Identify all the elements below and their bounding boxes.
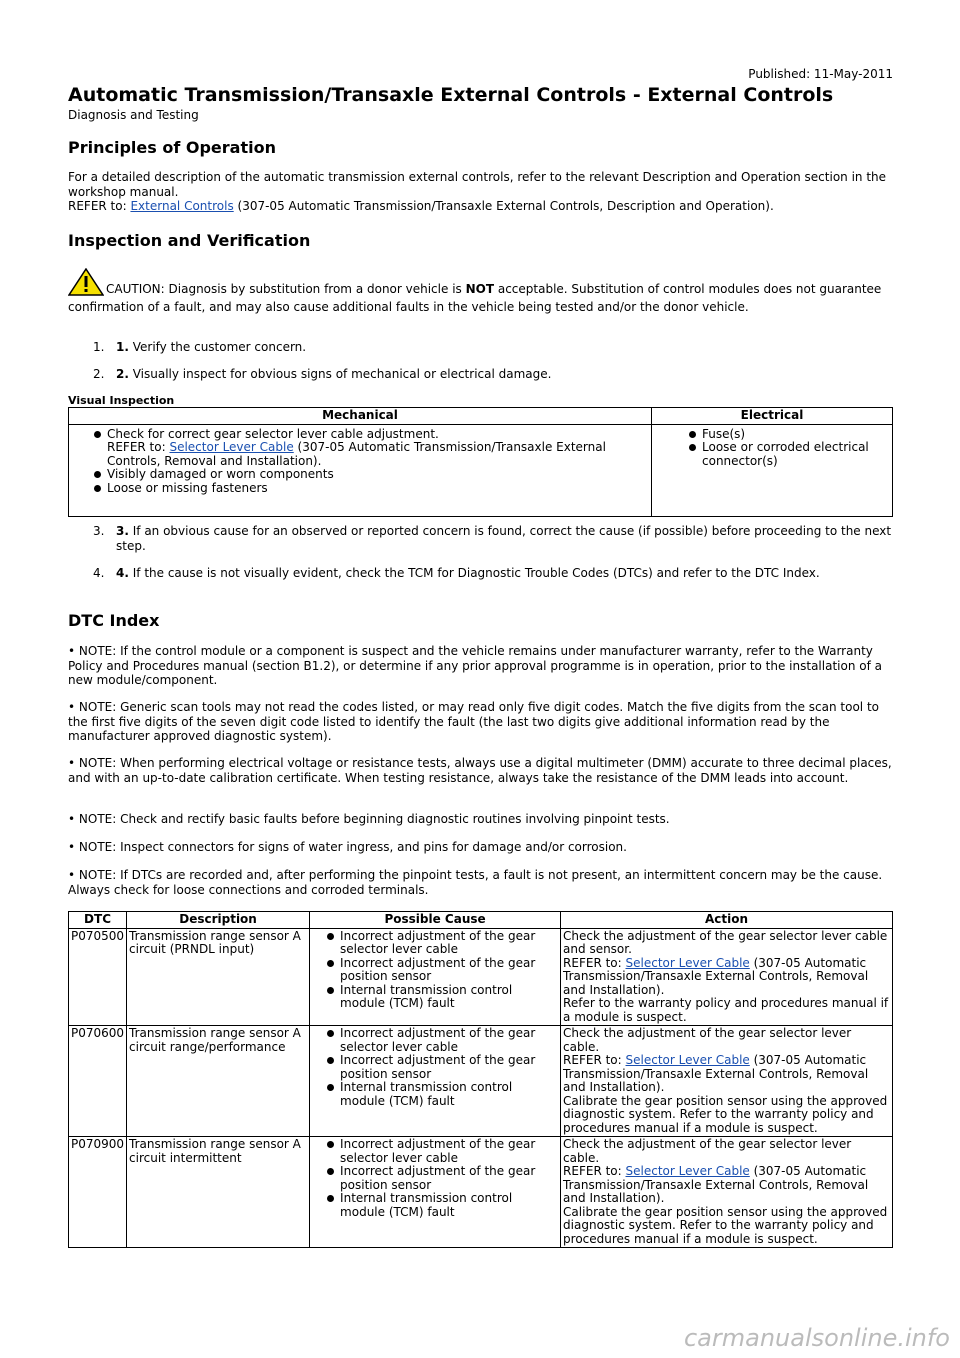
selector-lever-cable-link[interactable]: Selector Lever Cable: [625, 1053, 750, 1067]
step-text: If the cause is not visually evident, check the TCM for Diagnostic Trouble Codes (DTCs) and refer to the DTC Index.: [128, 566, 820, 580]
refer-suffix: (307-05 Automatic Transmission/Transaxle External Controls, Description and Operation).: [233, 199, 774, 213]
dtc-description: Transmission range sensor A circuit intermittent: [127, 1137, 310, 1248]
principles-text: [68, 170, 893, 214]
col-possible-cause: Possible Cause: [310, 912, 561, 929]
action-ref-suffix: (307-05 Automatic Transmission/Transaxle External Controls, Removal and Installation).: [563, 1164, 869, 1205]
list-item: [91, 428, 643, 469]
table-row: [69, 928, 893, 1026]
action-ref-suffix: (307-05 Automatic Transmission/Transaxle External Controls, Removal and Installation).: [563, 955, 869, 997]
dtc-code: P070900: [69, 1137, 127, 1248]
page-title: Automatic Transmission/Transaxle External Controls - External Controls: [68, 84, 834, 106]
list-item: Incorrect adjustment of the gear position sensor: [324, 1165, 558, 1192]
dtc-description: Transmission range sensor A circuit (PRNDL input): [127, 928, 310, 1026]
caution-block: [68, 268, 893, 314]
note-3: • NOTE: When performing electrical voltage or resistance tests, always use a digital multimeter (DMM) accurate to three decimal places, and with an up-to-date calibration certificate. When testing resistance, always take the resistance of the DMM leads into account.: [68, 756, 892, 785]
list-item: Visibly damaged or worn components: [91, 468, 643, 482]
table-row: [69, 1026, 893, 1137]
dtc-code: P070500: [69, 928, 127, 1026]
dtc-heading: DTC Index: [68, 611, 160, 630]
action-text: Check the adjustment of the gear selector lever cable.: [563, 1026, 852, 1054]
col-description: Description: [127, 912, 310, 929]
action-ref-suffix: (307-05 Automatic Transmission/Transaxle External Controls, Removal and Installation).: [563, 1053, 869, 1094]
page-subtitle: Diagnosis and Testing: [68, 108, 199, 122]
col-electrical: Electrical: [652, 408, 893, 425]
possible-cause-cell: [310, 1026, 561, 1137]
step-label: 2.: [116, 367, 129, 381]
warning-triangle-icon: [68, 268, 104, 300]
list-item: Incorrect adjustment of the gear selector lever cable: [324, 1027, 558, 1054]
action-text: Check the adjustment of the gear selector lever cable and sensor.: [563, 928, 888, 956]
action-text: Check the adjustment of the gear selector lever cable.: [563, 1137, 852, 1165]
action-text-2: Refer to the warranty policy and procedures manual if a module is suspect.: [563, 996, 889, 1024]
dtc-description: Transmission range sensor A circuit range/performance: [127, 1026, 310, 1137]
action-refer: REFER to:: [563, 955, 626, 970]
note-1: • NOTE: If the control module or a component is suspect and the vehicle remains under manufacturer warranty, refer to the Warranty Policy and Procedures manual (section B1.2), or determine if any prior approval programme is in operation, prior to the installation of a new module/component.: [68, 644, 882, 687]
list-item: Internal transmission control module (TCM) fault: [324, 984, 558, 1011]
watermark: carmanualsonline.info: [683, 1324, 950, 1352]
caution-text-a: CAUTION: Diagnosis by substitution from a donor vehicle is: [106, 282, 466, 296]
external-controls-link[interactable]: External Controls: [130, 199, 234, 213]
col-dtc: DTC: [69, 912, 127, 929]
selector-lever-cable-link[interactable]: Selector Lever Cable: [625, 955, 750, 970]
note-2: • NOTE: Generic scan tools may not read the codes listed, or may read only five digit codes. Match the five digits from the scan tool to the first five digits of the seven digit code listed to identify the fault (the last two digits give additional information read by the manufacturer approved diagnostic system).: [68, 700, 879, 743]
action-text-2: Calibrate the gear position sensor using the approved diagnostic system. Refer to the warranty policy and procedures manual if a module is suspect.: [563, 1204, 888, 1246]
visual-inspection-title: Visual Inspection: [68, 394, 175, 407]
dtc-code: P070600: [69, 1026, 127, 1137]
mech-item-1: Check for correct gear selector lever cable adjustment.: [107, 426, 439, 441]
action-refer: REFER to:: [563, 1053, 626, 1067]
possible-cause-cell: [310, 928, 561, 1026]
refer-prefix: REFER to:: [68, 199, 131, 213]
col-action: Action: [561, 912, 893, 929]
mechanical-cell: [69, 424, 652, 516]
list-item: Loose or corroded electrical connector(s): [686, 441, 888, 468]
caution-text-b: acceptable. Substitution of control modules does not guarantee confirmation of a fault, and may also cause additional faults in the vehicle being tested and/or the donor vehicle.: [68, 282, 882, 314]
caution-not: NOT: [465, 282, 495, 296]
dtc-table: [68, 911, 893, 1248]
step-text: Visually inspect for obvious signs of mechanical or electrical damage.: [128, 367, 552, 381]
mech-refer: REFER to:: [107, 440, 170, 454]
step-number: 2.: [93, 367, 105, 381]
step-number: 3.: [93, 524, 105, 538]
note-4: • NOTE: Check and rectify basic faults before beginning diagnostic routines involving pinpoint tests.: [68, 812, 670, 826]
list-item: Incorrect adjustment of the gear selector lever cable: [324, 1138, 558, 1165]
principles-body: For a detailed description of the automatic transmission external controls, refer to the relevant Description and Operation section in the workshop manual.: [68, 170, 887, 199]
mech-ref-suffix: (307-05 Automatic Transmission/Transaxle External Controls, Removal and Installation).: [107, 440, 606, 468]
action-text-2: Calibrate the gear position sensor using the approved diagnostic system. Refer to the warranty policy and procedures manual if a module is suspect.: [563, 1093, 888, 1135]
step-text: If an obvious cause for an observed or reported concern is found, correct the cause (if possible) before proceeding to the next step.: [116, 524, 892, 553]
list-item: Internal transmission control module (TCM) fault: [324, 1081, 558, 1108]
possible-cause-cell: [310, 1137, 561, 1248]
list-item: Fuse(s): [686, 428, 888, 442]
step-text: Verify the customer concern.: [128, 340, 307, 354]
action-refer: REFER to:: [563, 1164, 626, 1178]
inspection-heading: Inspection and Verification: [68, 231, 311, 250]
principles-heading: Principles of Operation: [68, 138, 276, 157]
step-label: 3.: [116, 524, 129, 538]
list-item: Internal transmission control module (TCM) fault: [324, 1192, 558, 1219]
action-cell: [561, 1137, 893, 1248]
electrical-cell: [652, 424, 893, 516]
list-item: Incorrect adjustment of the gear position sensor: [324, 957, 558, 984]
step-number: 4.: [93, 566, 105, 580]
list-item: Loose or missing fasteners: [91, 482, 643, 496]
step-number: 1.: [93, 340, 105, 354]
col-mechanical: Mechanical: [69, 408, 652, 425]
list-item: Incorrect adjustment of the gear position sensor: [324, 1054, 558, 1081]
step-label: 1.: [116, 340, 129, 354]
action-cell: [561, 1026, 893, 1137]
note-6: • NOTE: If DTCs are recorded and, after performing the pinpoint tests, a fault is not present, an intermittent concern may be the cause. Always check for loose connections and corroded terminals.: [68, 868, 883, 897]
selector-lever-cable-link[interactable]: Selector Lever Cable: [169, 440, 294, 454]
step-label: 4.: [116, 566, 129, 580]
list-item: Incorrect adjustment of the gear selector lever cable: [324, 930, 558, 957]
visual-inspection-table: [68, 407, 893, 517]
published-date: Published: 11-May-2011: [748, 67, 893, 81]
table-row: [69, 1137, 893, 1248]
selector-lever-cable-link[interactable]: Selector Lever Cable: [625, 1164, 750, 1178]
action-cell: [561, 928, 893, 1026]
note-5: • NOTE: Inspect connectors for signs of water ingress, and pins for damage and/or corrosion.: [68, 840, 627, 854]
